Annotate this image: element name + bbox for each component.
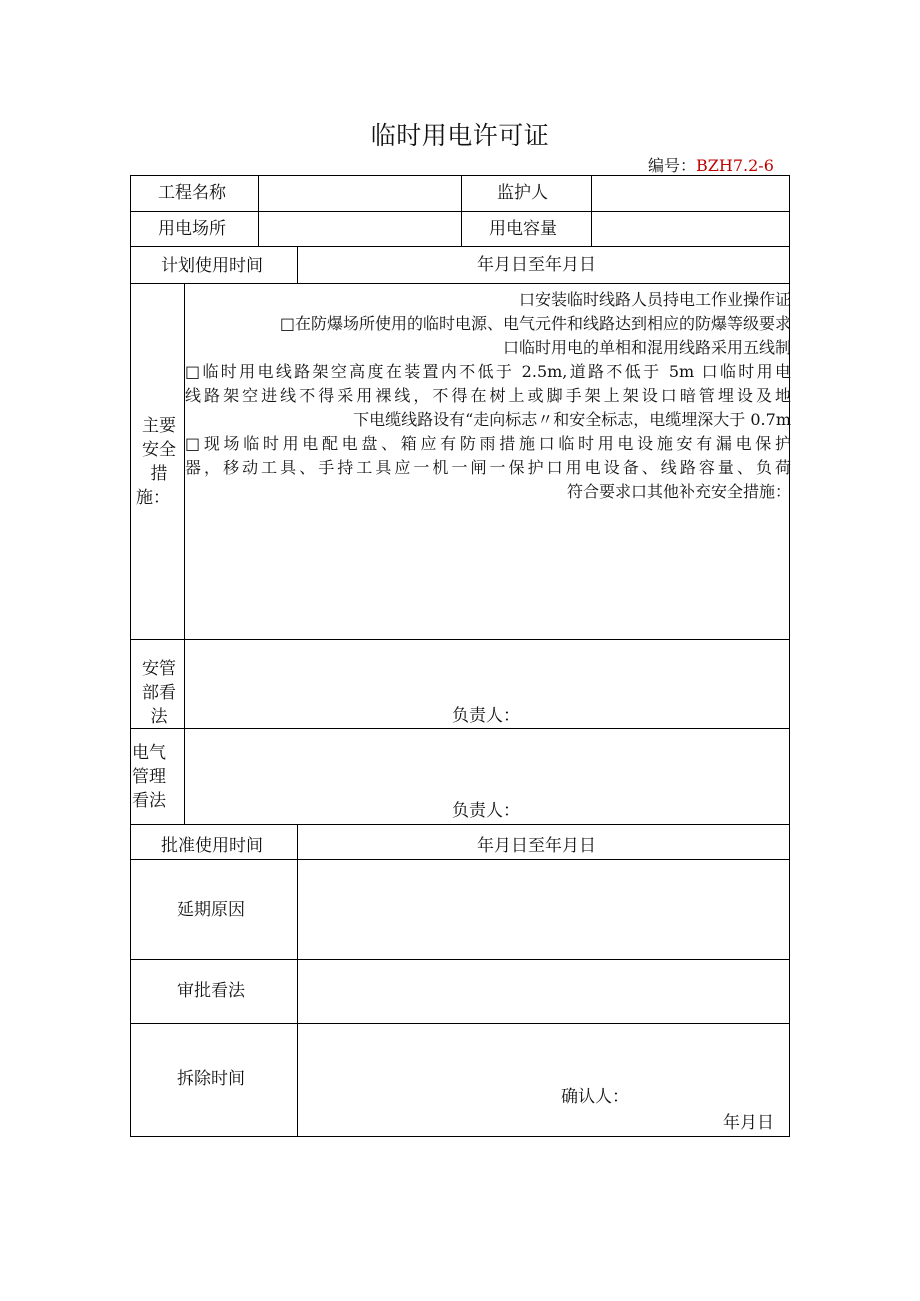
label-line: 法 — [150, 707, 168, 727]
page-title: 临时用电许可证 — [370, 121, 550, 150]
safety-measures-text — [185, 288, 791, 504]
document-number-value: BZH7.2-6 — [696, 156, 774, 175]
capacity-label: 用电容量 — [489, 219, 557, 239]
measure-line: 下电缆线路设有“走向标志〃和安全标志，电缆埋深大于 0.7m — [353, 410, 791, 429]
label-line: 管理 — [132, 767, 166, 787]
measure-line: 口临时用电的单相和混用线路采用五线制 — [502, 338, 791, 357]
confirmer-label: 确认人： — [561, 1087, 629, 1107]
electrical-mgmt-opinion-label — [132, 741, 182, 813]
confirm-date: 年月日 — [723, 1113, 774, 1133]
label-line: 部看 — [142, 683, 176, 703]
location-field[interactable] — [259, 212, 461, 246]
label-line: 措 — [150, 464, 168, 484]
measure-line: 器，移动工具、手持工具应一机一闸一保护口用电设备、线路容量、负荷 — [185, 458, 791, 477]
label-line: 安管 — [142, 659, 176, 679]
column-divider — [461, 175, 462, 246]
document-number-label: 编号： — [648, 156, 697, 175]
table-border-bottom — [130, 1136, 790, 1137]
label-line: 施： — [136, 488, 170, 508]
extension-reason-label: 延期原因 — [177, 900, 245, 920]
measure-line: □现场临时用电配电盘、箱应有防雨措施口临时用电设施安有漏电保护 — [185, 434, 791, 453]
approval-opinion-label: 审批看法 — [177, 981, 245, 1001]
measure-line: 符合要求口其他补充安全措施： — [566, 482, 791, 501]
column-divider — [297, 246, 298, 283]
label-line: 电气 — [132, 743, 166, 763]
location-label: 用电场所 — [158, 219, 226, 239]
row-divider — [130, 246, 790, 247]
document-number — [648, 153, 774, 176]
approve-time-label: 批准使用时间 — [161, 836, 263, 856]
removal-time-field[interactable] — [298, 1024, 789, 1136]
measure-line: □在防爆场所使用的临时电源、电气元件和线路达到相应的防爆等级要求 — [279, 314, 791, 333]
electrical-mgmt-signer: 负责人： — [452, 801, 520, 821]
removal-time-label: 拆除时间 — [177, 1069, 245, 1089]
approval-opinion-field[interactable] — [298, 960, 789, 1023]
row-divider — [130, 824, 790, 825]
permit-form-table — [130, 175, 790, 1137]
project-name-field[interactable] — [259, 176, 461, 211]
row-divider — [130, 283, 790, 284]
label-line: 主要 — [142, 416, 176, 436]
measure-line: 口安装临时线路人员持电工作业操作证 — [518, 290, 791, 309]
capacity-field[interactable] — [592, 212, 789, 246]
measure-line: □临时用电线路架空高度在装置内不低于 2.5m,道路不低于 5m 口临时用电 — [185, 362, 791, 381]
extension-reason-field[interactable] — [298, 860, 789, 959]
safety-measures-label — [136, 414, 182, 510]
safety-dept-signer: 负责人： — [452, 706, 520, 726]
guardian-field[interactable] — [592, 176, 789, 211]
label-line: 看法 — [132, 791, 166, 811]
guardian-label: 监护人 — [497, 183, 548, 203]
table-border-left — [130, 175, 131, 1137]
approve-time-value[interactable]: 年月日至年月日 — [477, 836, 596, 856]
plan-time-value[interactable]: 年月日至年月日 — [477, 255, 596, 275]
measure-line: 线路架空进线不得采用裸线，不得在树上或脚手架上架设口暗管埋设及地 — [185, 386, 791, 405]
label-line: 安全 — [142, 440, 176, 460]
safety-dept-opinion-label — [134, 657, 184, 729]
project-name-label: 工程名称 — [158, 183, 226, 203]
plan-time-label: 计划使用时间 — [161, 256, 263, 276]
